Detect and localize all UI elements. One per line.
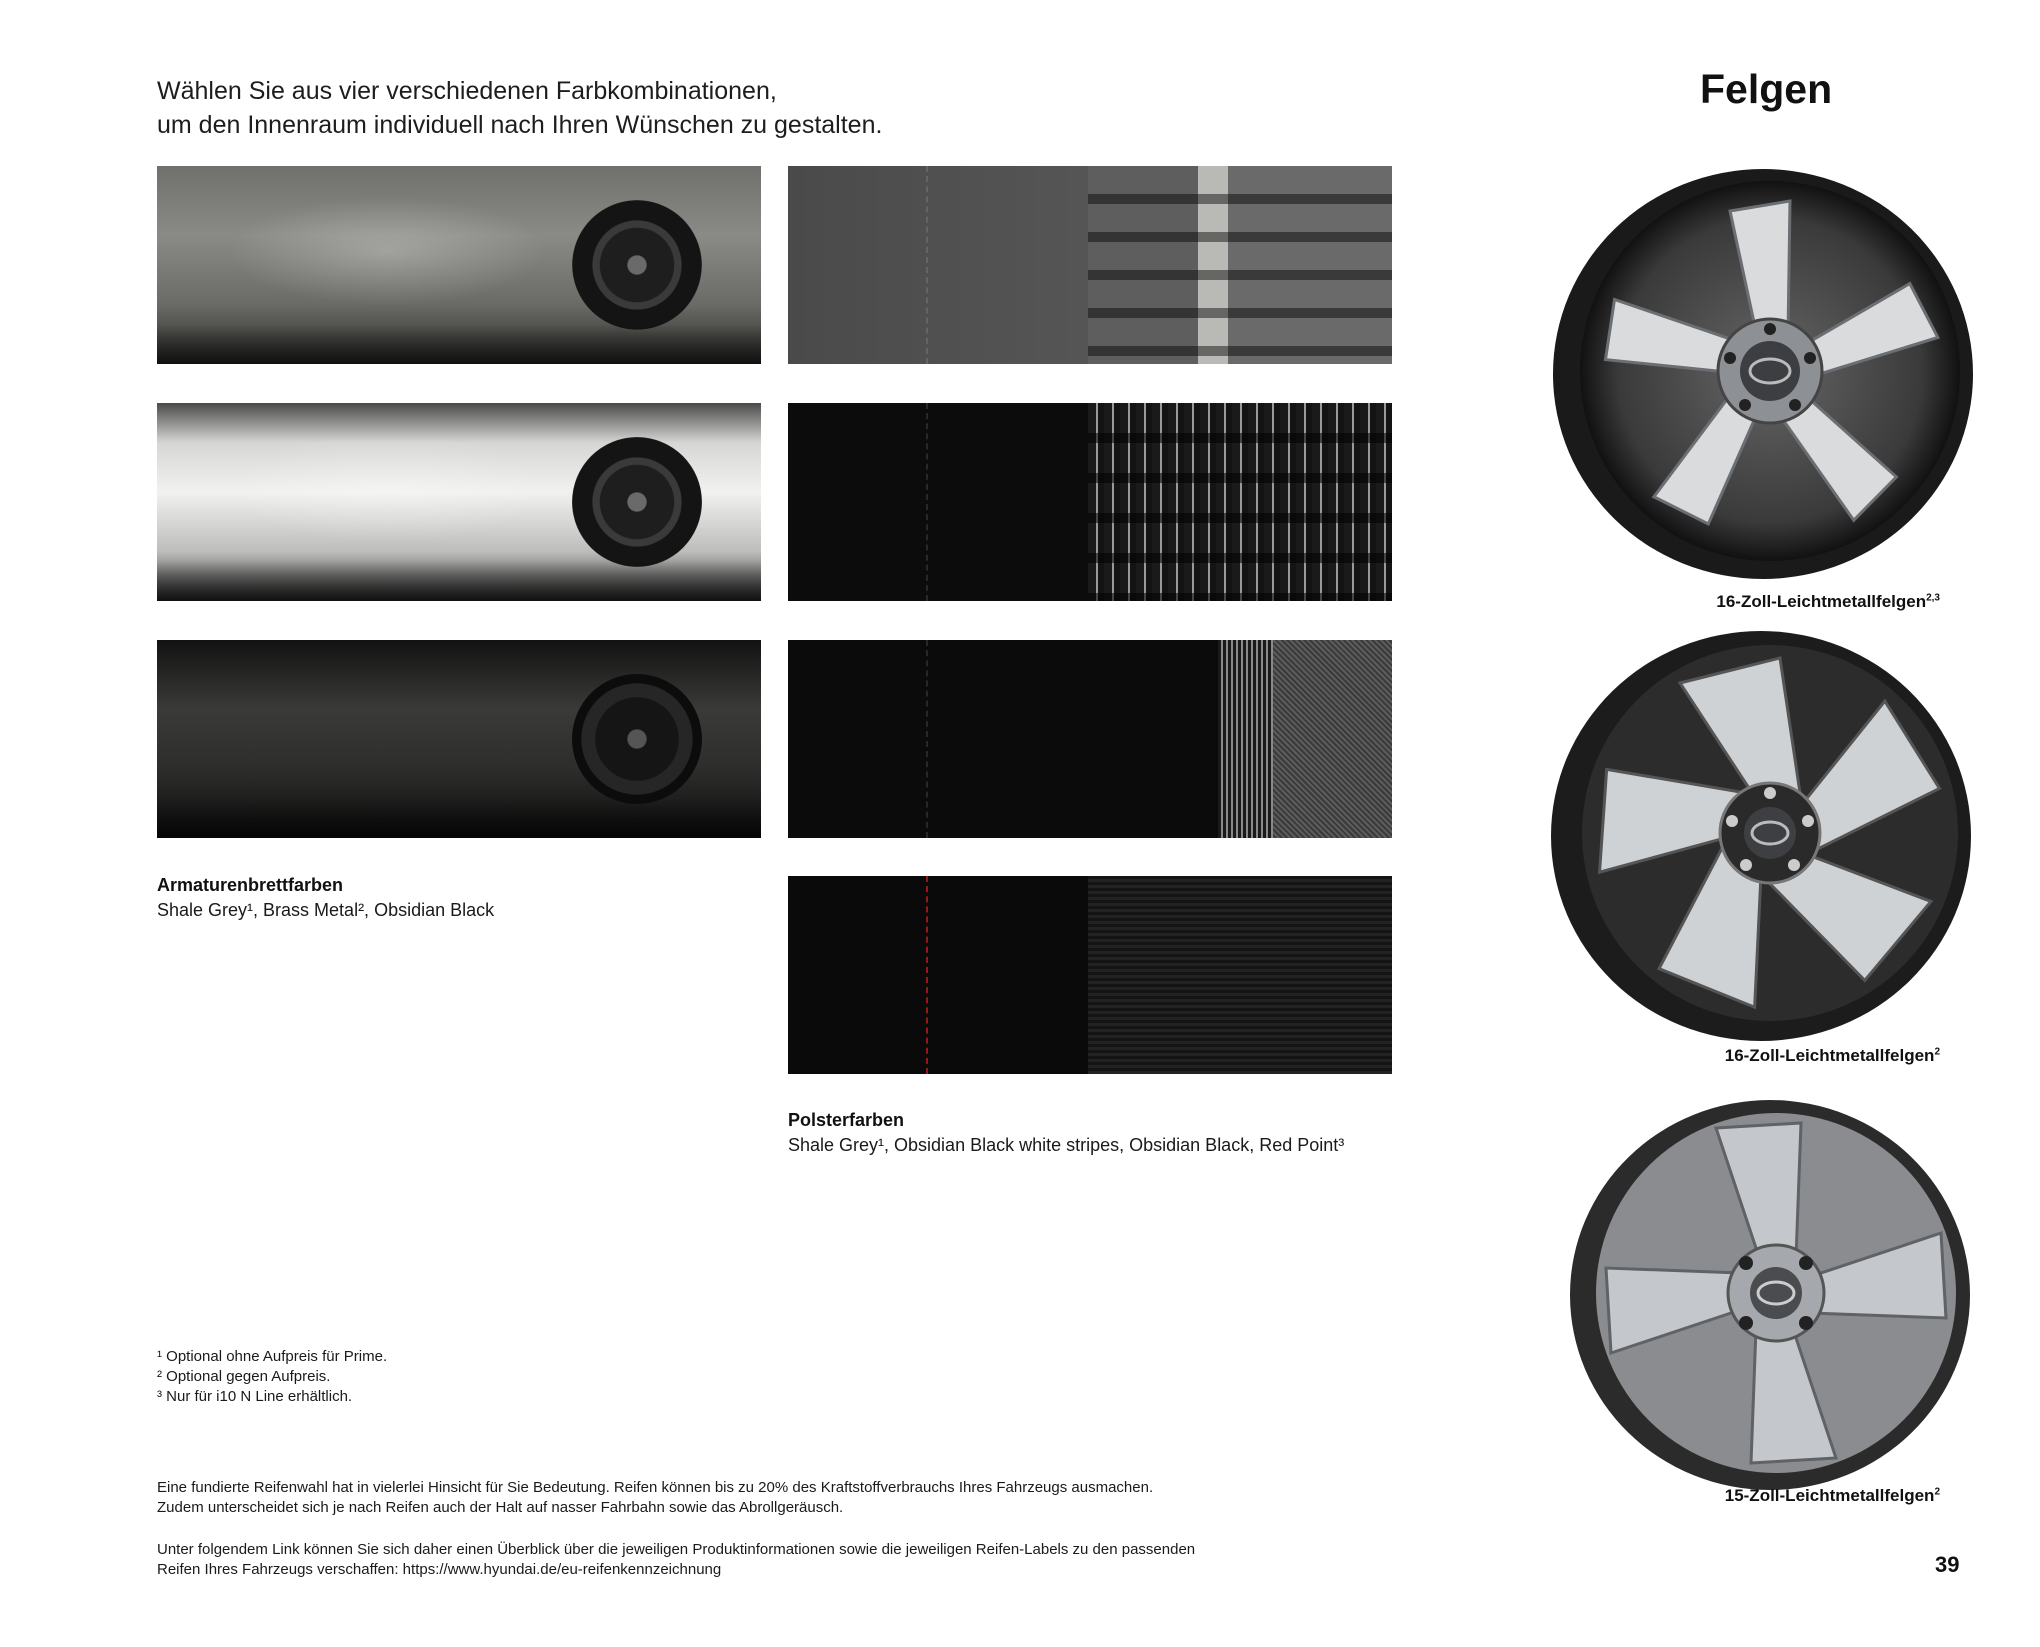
wheel-caption-sup: 2 [1934, 1486, 1940, 1498]
tyre-info-line: Zudem unterscheidet sich je nach Reifen auch der Halt auf nasser Fahrbahn sowie das Abrollgeräusch. [157, 1499, 844, 1516]
footnotes [157, 1347, 387, 1407]
wheel-caption-1 [1560, 592, 1940, 612]
intro-line-1: Wählen Sie aus vier verschiedenen Farbkombinationen, [157, 77, 777, 105]
upholstery-swatch-obsidian-black [788, 640, 1392, 838]
section-title-felgen: Felgen [1700, 66, 1833, 112]
wheel-caption-3 [1560, 1486, 1940, 1506]
dashboard-caption [157, 875, 494, 921]
dashboard-swatch-brass-metal [157, 403, 761, 601]
tyre-info-line: Reifen Ihres Fahrzeugs verschaffen: https://www.hyundai.de/eu-reifenkennzeichnung [157, 1561, 722, 1578]
upholstery-swatch-red-point [788, 876, 1392, 1074]
wheel-caption-sup: 2 [1934, 1046, 1940, 1058]
air-vent-image [572, 200, 702, 330]
intro-text [157, 74, 1057, 142]
dashboard-caption-options: Shale Grey¹, Brass Metal², Obsidian Black [157, 900, 495, 920]
footnote-1: ¹ Optional ohne Aufpreis für Prime. [157, 1348, 388, 1365]
upholstery-caption [788, 1110, 1344, 1156]
tyre-info-line: Unter folgendem Link können Sie sich daher einen Überblick über die jeweiligen Produktinformationen sowie die jeweiligen Reifen-Labels zu den passenden [157, 1541, 1196, 1558]
tyre-info-line: Eine fundierte Reifenwahl hat in vielerlei Hinsicht für Sie Bedeutung. Reifen können bis zu 20% des Kraftstoffverbrauchs Ihres Fahrzeugs ausmachen. [157, 1479, 1154, 1496]
wheel-image-2 [1548, 628, 1978, 1048]
wheel-caption-2 [1560, 1046, 1940, 1066]
upholstery-swatch-shale-grey [788, 166, 1392, 364]
wheel-image-3 [1548, 1085, 1978, 1505]
wheel-caption-label: 16-Zoll-Leichtmetallfelgen [1716, 592, 1927, 611]
wheel-image-1 [1548, 166, 1978, 586]
upholstery-caption-options: Shale Grey¹, Obsidian Black white stripes, Obsidian Black, Red Point³ [788, 1135, 1345, 1155]
tyre-info-paragraph-1 [157, 1478, 1407, 1518]
footnote-3: ³ Nur für i10 N Line erhältlich. [157, 1388, 353, 1405]
dashboard-swatch-shale-grey [157, 166, 761, 364]
page-number: 39 [1935, 1552, 1960, 1577]
upholstery-caption-title: Polsterfarben [788, 1110, 905, 1130]
wheel-caption-label: 15-Zoll-Leichtmetallfelgen [1724, 1486, 1935, 1505]
tyre-info-paragraph-2 [157, 1540, 1407, 1580]
upholstery-swatch-obsidian-black-white-stripes [788, 403, 1392, 601]
intro-line-2: um den Innenraum individuell nach Ihren Wünschen zu gestalten. [157, 111, 883, 139]
air-vent-image [572, 437, 702, 567]
wheel-caption-sup: 2,3 [1926, 592, 1940, 604]
footnote-2: ² Optional gegen Aufpreis. [157, 1368, 331, 1385]
wheel-caption-label: 16-Zoll-Leichtmetallfelgen [1724, 1046, 1935, 1065]
air-vent-image [572, 674, 702, 804]
dashboard-caption-title: Armaturenbrettfarben [157, 875, 344, 895]
dashboard-swatch-obsidian-black [157, 640, 761, 838]
